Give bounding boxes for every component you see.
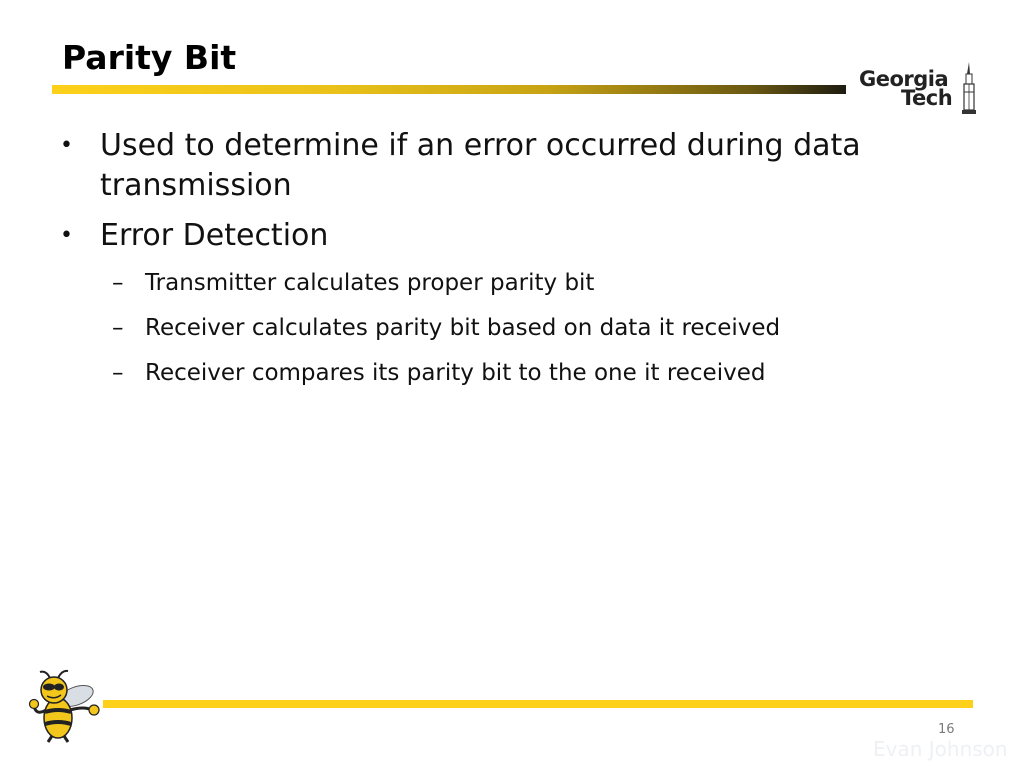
sub-bullet-text: Receiver compares its parity bit to the one it received: [145, 360, 766, 386]
logo-line2: Tech: [901, 86, 953, 110]
title-underline-bar: [52, 85, 846, 94]
buzz-mascot-icon: [28, 666, 102, 744]
bullet-item: [60, 216, 920, 256]
sub-bullet-marker: –: [112, 360, 124, 386]
sub-bullet-marker: –: [112, 315, 124, 341]
bullet-marker: •: [60, 133, 73, 158]
bullet-text: Error Detection: [100, 218, 329, 253]
sub-bullet-item: [112, 268, 595, 298]
bullet-marker: •: [60, 223, 73, 248]
sub-bullet-text: Transmitter calculates proper parity bit: [145, 270, 595, 296]
author-watermark: Evan Johnson: [873, 737, 1008, 761]
page-number: 16: [938, 722, 955, 737]
bullet-text: Used to determine if an error occurred during data transmission: [100, 128, 861, 203]
footer-bar: [103, 700, 973, 708]
bullet-item: [60, 126, 920, 206]
sub-bullet-item: [112, 313, 781, 343]
slide-title: Parity Bit: [62, 38, 237, 77]
tech-tower-icon: [960, 62, 978, 116]
sub-bullet-item: [112, 358, 766, 388]
georgia-tech-logo: [856, 62, 980, 118]
logo-line1: Georgia: [859, 67, 949, 91]
sub-bullet-text: Receiver calculates parity bit based on data it received: [145, 315, 781, 341]
sub-bullet-marker: –: [112, 270, 124, 296]
